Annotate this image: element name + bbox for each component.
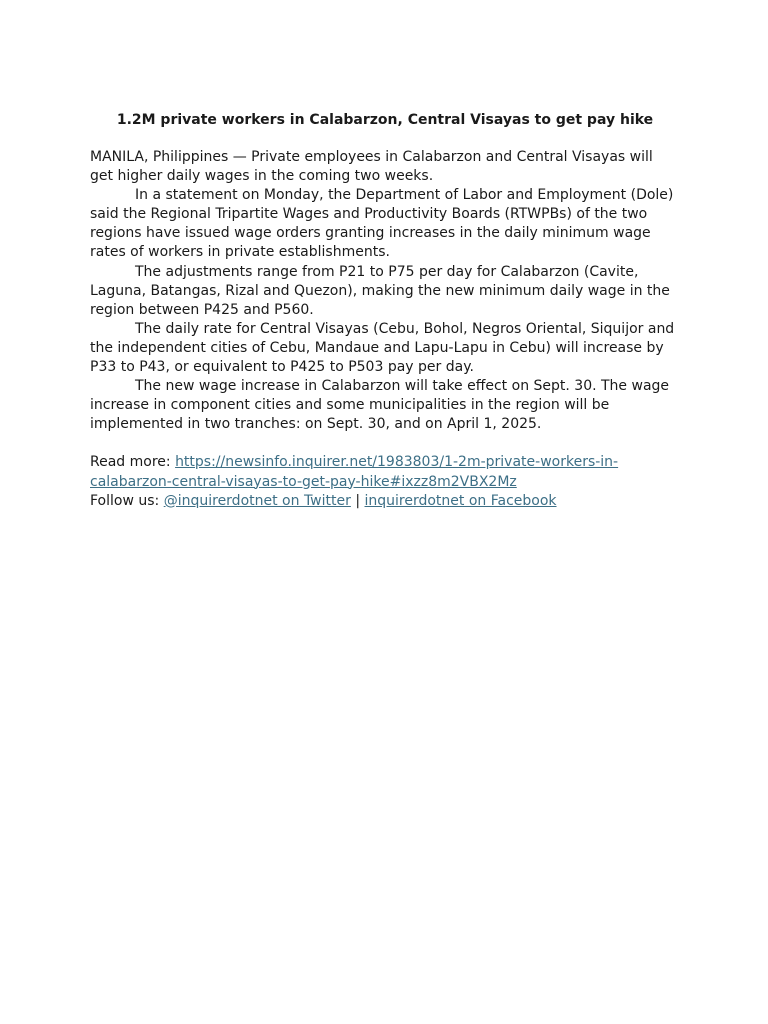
article-paragraph: The new wage increase in Calabarzon will take effect on Sept. 30. The wage increase in component cities and some municipalities in the region will be implemented in two tranches: on Sept. 30, and on April 1, 2025.: [90, 378, 670, 433]
article-paragraph: MANILA, Philippines — Private employees in Calabarzon and Central Visayas will get higher daily wages in the coming two weeks.: [90, 149, 653, 185]
link-separator: |: [350, 492, 365, 509]
twitter-link[interactable]: @inquirerdotnet on Twitter: [163, 492, 351, 509]
article-body: [90, 148, 680, 511]
paragraph-gap: [90, 434, 680, 453]
read-more-line: [90, 453, 680, 491]
document-page: [90, 110, 680, 511]
article-title: 1.2M private workers in Calabarzon, Central Visayas to get pay hike: [116, 112, 654, 128]
facebook-link[interactable]: inquirerdotnet on Facebook: [364, 492, 557, 509]
article-paragraph: In a statement on Monday, the Department of Labor and Employment (Dole) said the Regional Tripartite Wages and Productivity Boards (RTWPBs) of the two regions have issued wage orders granting increases in the daily minimum wage rates of workers in private establishments.: [90, 187, 674, 261]
follow-us-line: [90, 492, 680, 511]
read-more-link[interactable]: https://newsinfo.inquirer.net/1983803/1-2m-private-workers-in-calabarzon-central-visayas-to-get-pay-hike#ixzz8m2VBX2Mz: [90, 454, 619, 490]
read-more-label: Read more:: [90, 454, 176, 471]
article-paragraph: The daily rate for Central Visayas (Cebu, Bohol, Negros Oriental, Siquijor and the independent cities of Cebu, Mandaue and Lapu-Lapu in Cebu) will increase by P33 to P43, or equivalent to P425 to P503 pay per day.: [90, 320, 675, 376]
follow-us-label: Follow us:: [90, 492, 164, 509]
article-paragraph: The adjustments range from P21 to P75 per day for Calabarzon (Cavite, Laguna, Batangas, Rizal and Quezon), making the new minimum daily wage in the region between P425 and P560.: [90, 263, 670, 318]
